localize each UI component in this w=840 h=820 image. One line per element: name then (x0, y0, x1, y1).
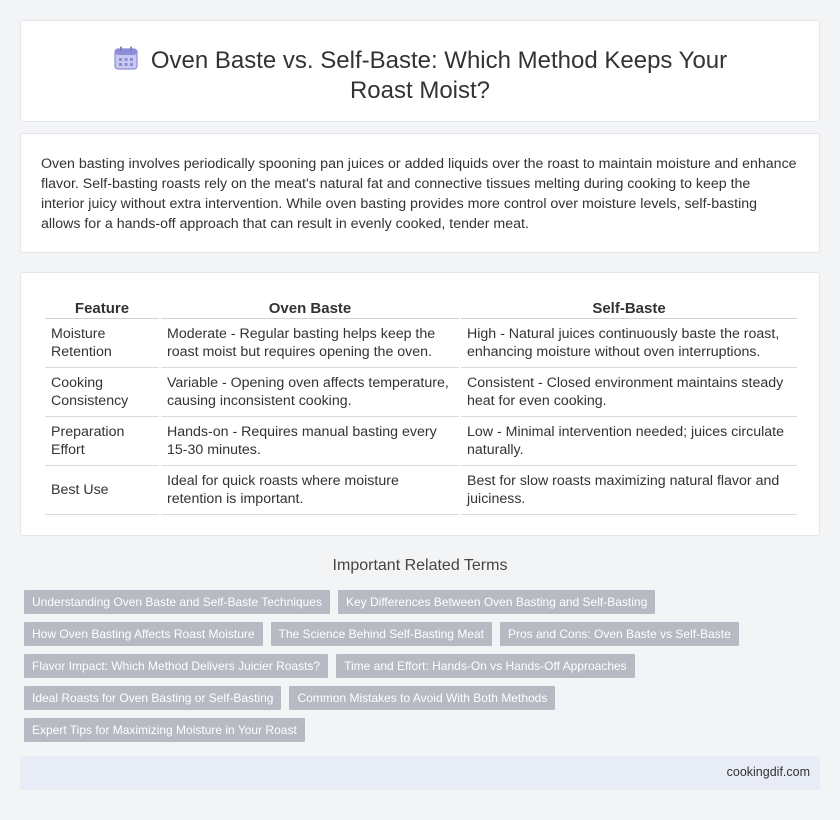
tag-row (24, 622, 824, 646)
self-baste-cell: Low - Minimal intervention needed; juices circulate naturally. (461, 417, 797, 466)
page-title: Oven Baste vs. Self-Baste: Which Method Keeps Your Roast Moist? (150, 47, 728, 104)
table-row (45, 417, 797, 466)
oven-baste-cell: Ideal for quick roasts where moisture retention is important. (161, 466, 459, 515)
related-term-tag[interactable]: Flavor Impact: Which Method Delivers Juicier Roasts? (24, 654, 328, 678)
related-terms-list (24, 590, 824, 750)
related-term-tag[interactable]: The Science Behind Self-Basting Meat (271, 622, 492, 646)
oven-baste-cell: Variable - Opening oven affects temperature, causing inconsistent cooking. (161, 368, 459, 417)
feature-cell: Best Use (45, 466, 159, 515)
calendar-icon (113, 45, 139, 71)
tag-row (24, 590, 824, 614)
oven-baste-cell: Hands-on - Requires manual basting every 15-30 minutes. (161, 417, 459, 466)
self-baste-cell: Best for slow roasts maximizing natural flavor and juiciness. (461, 466, 797, 515)
header-feature: Feature (45, 295, 159, 319)
intro-card (20, 133, 820, 253)
tag-row (24, 654, 824, 678)
comparison-table (43, 295, 799, 515)
header-self-baste: Self-Baste (461, 295, 797, 319)
related-term-tag[interactable]: Ideal Roasts for Oven Basting or Self-Basting (24, 686, 281, 710)
related-term-tag[interactable]: Key Differences Between Oven Basting and Self-Basting (338, 590, 655, 614)
self-baste-cell: High - Natural juices continuously baste the roast, enhancing moisture without oven interruptions. (461, 319, 797, 368)
tag-row (24, 686, 824, 710)
header-oven-baste: Oven Baste (161, 295, 459, 319)
related-term-tag[interactable]: How Oven Basting Affects Roast Moisture (24, 622, 263, 646)
related-term-tag[interactable]: Pros and Cons: Oven Baste vs Self-Baste (500, 622, 739, 646)
feature-cell: Moisture Retention (45, 319, 159, 368)
related-term-tag[interactable]: Expert Tips for Maximizing Moisture in Your Roast (24, 718, 305, 742)
table-row (45, 368, 797, 417)
tag-row (24, 718, 824, 742)
related-term-tag[interactable]: Common Mistakes to Avoid With Both Methods (289, 686, 555, 710)
intro-paragraph: Oven basting involves periodically spooning pan juices or added liquids over the roast to maintain moisture and enhance flavor. Self-basting roasts rely on the meat's natural fat and connective tissues melting during cooking to keep the interior juicy without extra intervention. While oven basting provides more control over moisture levels, self-basting allows for a hands-off approach that can result in evenly cooked, tender meat. (41, 156, 797, 232)
table-row (45, 319, 797, 368)
footer (20, 756, 820, 790)
title-card (20, 20, 820, 122)
self-baste-cell: Consistent - Closed environment maintains steady heat for even cooking. (461, 368, 797, 417)
table-header-row (45, 295, 797, 319)
feature-cell: Cooking Consistency (45, 368, 159, 417)
comparison-card (20, 272, 820, 536)
related-terms-title: Important Related Terms (332, 557, 508, 574)
related-term-tag[interactable]: Time and Effort: Hands-On vs Hands-Off Approaches (336, 654, 635, 678)
table-row (45, 466, 797, 515)
oven-baste-cell: Moderate - Regular basting helps keep the roast moist but requires opening the oven. (161, 319, 459, 368)
site-link[interactable]: cookingdif.com (726, 765, 810, 779)
feature-cell: Preparation Effort (45, 417, 159, 466)
related-term-tag[interactable]: Understanding Oven Baste and Self-Baste Techniques (24, 590, 330, 614)
page-title-wrap (21, 45, 819, 106)
